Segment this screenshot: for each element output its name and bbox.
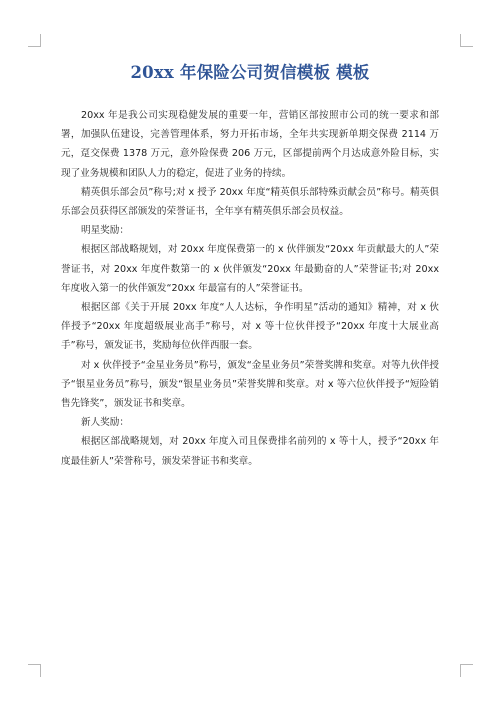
paragraph-newcomer-award: 根据区部战略规划，对 20xx 年度入司且保费排名前列的 x 等十人，授予“20xx 年度最佳新人”荣誉称号，颁发荣誉证书和奖章。	[61, 436, 439, 467]
paragraph-campaign-awards: 根据区部《关于开展 20xx 年度“人人达标，争作明星”活动的通知》精神，对 x 伙伴授予“20xx 年度超级展业高手”称号，对 x 等十位伙伴授予“20xx 年度十大展业高手”称号，颁发证书，奖励每位伙伴西服一套。	[61, 302, 439, 352]
paragraph-elite-club: 精英俱乐部会员”称号;对 x 授予 20xx 年度“精英俱乐部特殊贡献会员”称号。精英俱乐部会员获得区部颁发的荣誉证书，全年享有精英俱乐部会员权益。	[61, 186, 439, 218]
heading-newcomer-awards: 新人奖励：	[81, 417, 129, 429]
heading-star-awards: 明星奖励：	[81, 225, 129, 237]
crop-mark-bottom-right	[460, 664, 473, 677]
crop-mark-top-left	[28, 34, 41, 47]
paragraph-star-certificates: 根据区部战略规划，对 20xx 年度保费第一的 x 伙伴颁发“20xx 年贡献最大的人”荣誉证书，对 20xx 年度件数第一的 x 伙伴颁发“20xx 年最勤奋的人”荣誉证书;对 20xx 年度收入第一的伙伴颁发“20xx 年最富有的人”荣誉证书。	[61, 244, 439, 294]
document-title: 20xx 年保险公司贺信模板 模板	[130, 63, 370, 82]
document-body	[61, 106, 439, 471]
paragraph-intro: 20xx 年是我公司实现稳健发展的重要一年，营销区部按照市公司的统一要求和部署，加强队伍建设，完善管理体系，努力开拓市场，全年共实现新单期交保费 2114 万元，趸交保费 1378 万元，意外险保费 206 万元，区部提前两个月达成意外险目标，实现了业务规模和团队人力的稳定，促进了业务的持续。	[61, 110, 439, 179]
paragraph-gold-silver-awards: 对 x 伙伴授予“金星业务员”称号，颁发“金星业务员”荣誉奖牌和奖章。对等九伙伴授予“银星业务员”称号，颁发“银星业务员”荣誉奖牌和奖章。对 x 等六位伙伴授予“短险销售先锋奖”，颁发证书和奖章。	[61, 359, 439, 410]
crop-mark-top-right	[460, 34, 473, 47]
crop-mark-bottom-left	[28, 664, 41, 677]
